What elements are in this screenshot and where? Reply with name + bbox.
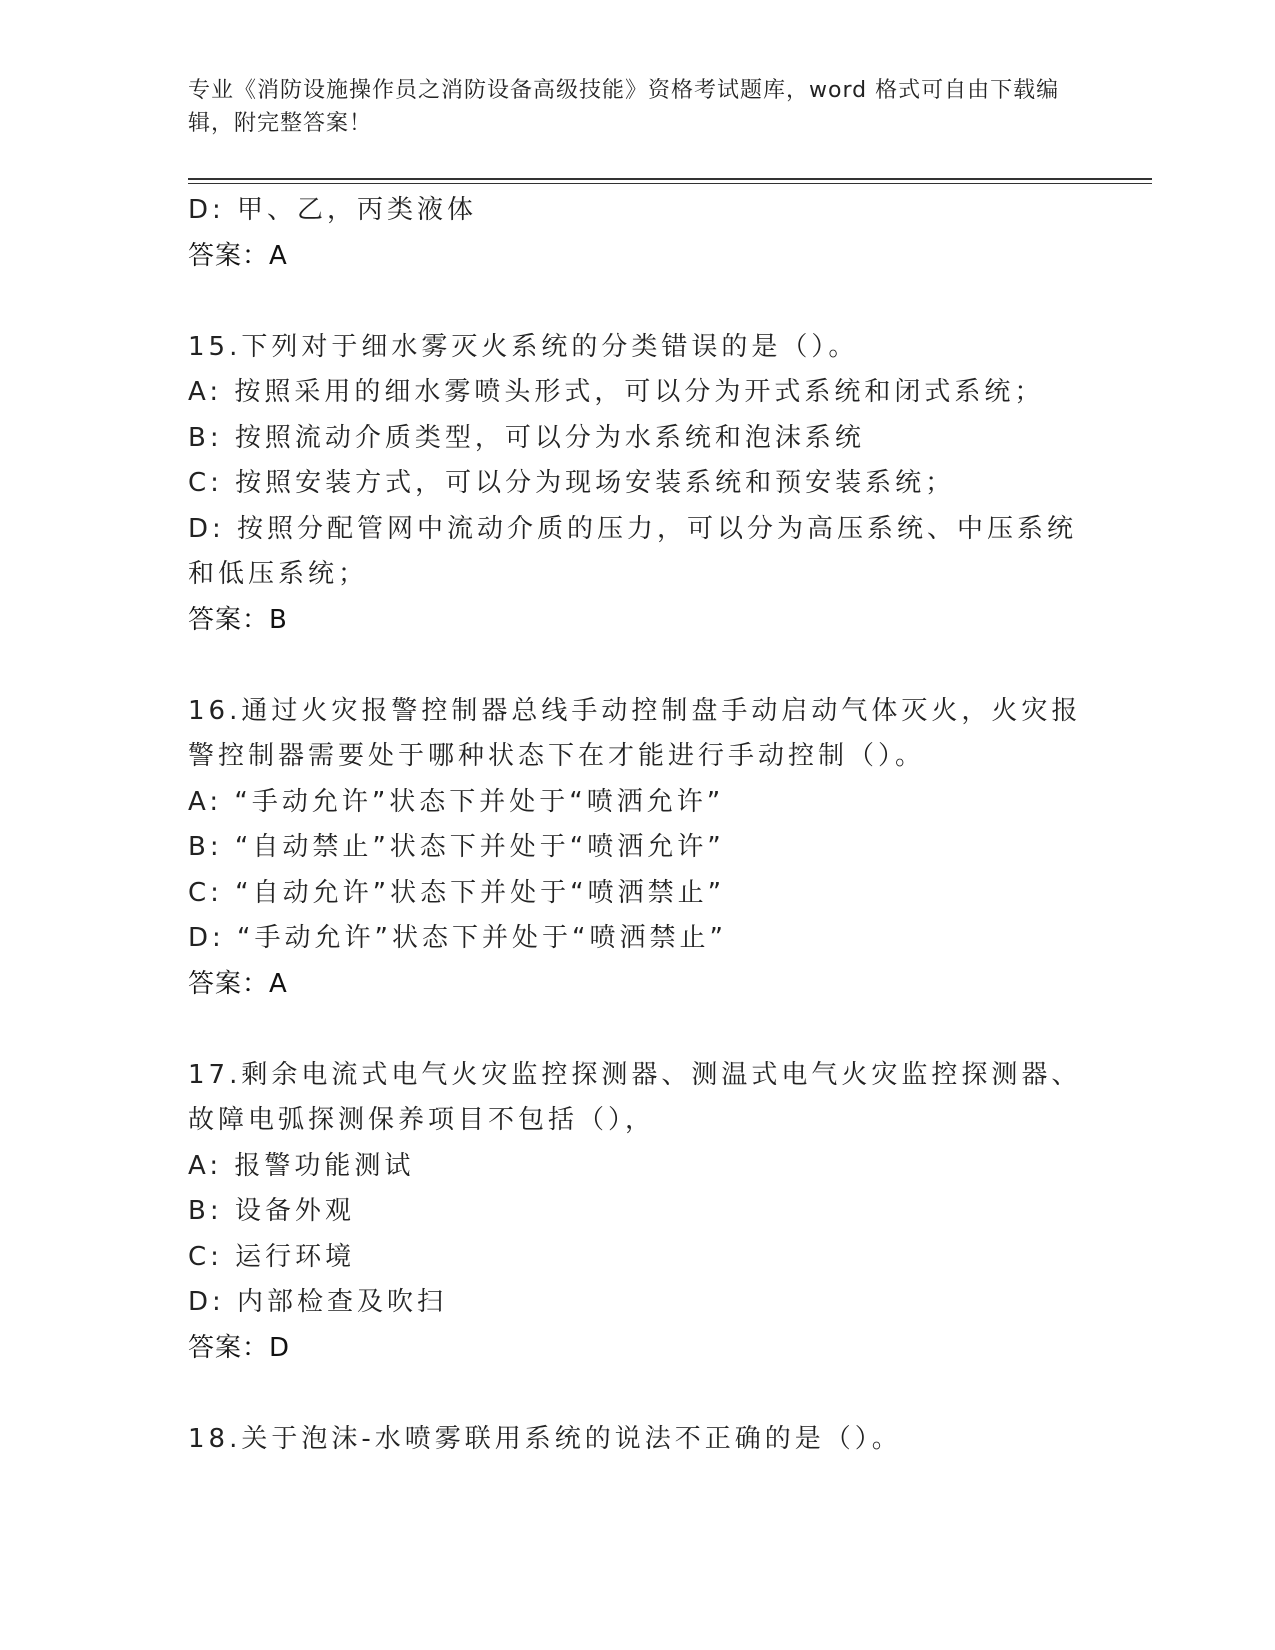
question-18-stem: 18.关于泡沫-水喷雾联用系统的说法不正确的是（）。 (188, 1423, 902, 1454)
header-rule-thick (188, 178, 1152, 180)
question-17-option-a: A: 报警功能测试 (188, 1150, 415, 1181)
question-17-option-c: C: 运行环境 (188, 1241, 356, 1272)
question-16-option-c: C: “自动允许”状态下并处于“喷洒禁止” (188, 877, 726, 908)
question-16-option-a: A: “手动允许”状态下并处于“喷洒允许” (188, 786, 725, 817)
question-15-option-a: A: 按照采用的细水雾喷头形式，可以分为开式系统和闭式系统； (188, 377, 1045, 407)
question-15-option-d: D: 按照分配管网中流动介质的压力，可以分为高压系统、中压系统和低压系统； (188, 513, 1078, 589)
spacer (188, 1007, 1088, 1053)
header-rule-thin (188, 183, 1152, 184)
question-17-answer: 答案：D (188, 1332, 291, 1363)
question-17-stem: 17.剩余电流式电气火灾监控探测器、测温式电气火灾监控探测器、故障电弧探测保养项目不包括（）， (188, 1059, 1082, 1135)
question-17-option-b: B: 设备外观 (188, 1196, 355, 1226)
spacer (188, 279, 1088, 325)
question-17-option-d: D: 内部检查及吹扫 (188, 1287, 448, 1317)
question-16-stem: 16.通过火灾报警控制器总线手动控制盘手动启动气体灭火，火灾报警控制器需要处于哪种状态下在才能进行手动控制（）。 (188, 695, 1082, 771)
question-15-answer: 答案：B (188, 604, 288, 635)
question-16-answer: 答案：A (188, 968, 288, 999)
spacer (188, 643, 1088, 689)
page-header: 专业《消防设施操作员之消防设备高级技能》资格考试题库，word 格式可自由下载编辑，附完整答案！ (188, 78, 1060, 136)
question-16-option-b: B: “自动禁止”状态下并处于“喷洒允许” (188, 832, 725, 862)
document-body (188, 188, 1088, 1462)
answer-prev: 答案：A (188, 240, 288, 271)
question-16-option-d: D: “手动允许”状态下并处于“喷洒禁止” (188, 923, 727, 953)
question-15-option-b: B: 按照流动介质类型，可以分为水系统和泡沫系统 (188, 422, 865, 453)
question-15-stem: 15.下列对于细水雾灭火系统的分类错误的是（）。 (188, 331, 859, 362)
question-15-option-c: C: 按照安装方式，可以分为现场安装系统和预安装系统； (188, 468, 956, 498)
option-d-prev: D: 甲、乙，丙类液体 (188, 195, 478, 225)
spacer (188, 1371, 1088, 1417)
